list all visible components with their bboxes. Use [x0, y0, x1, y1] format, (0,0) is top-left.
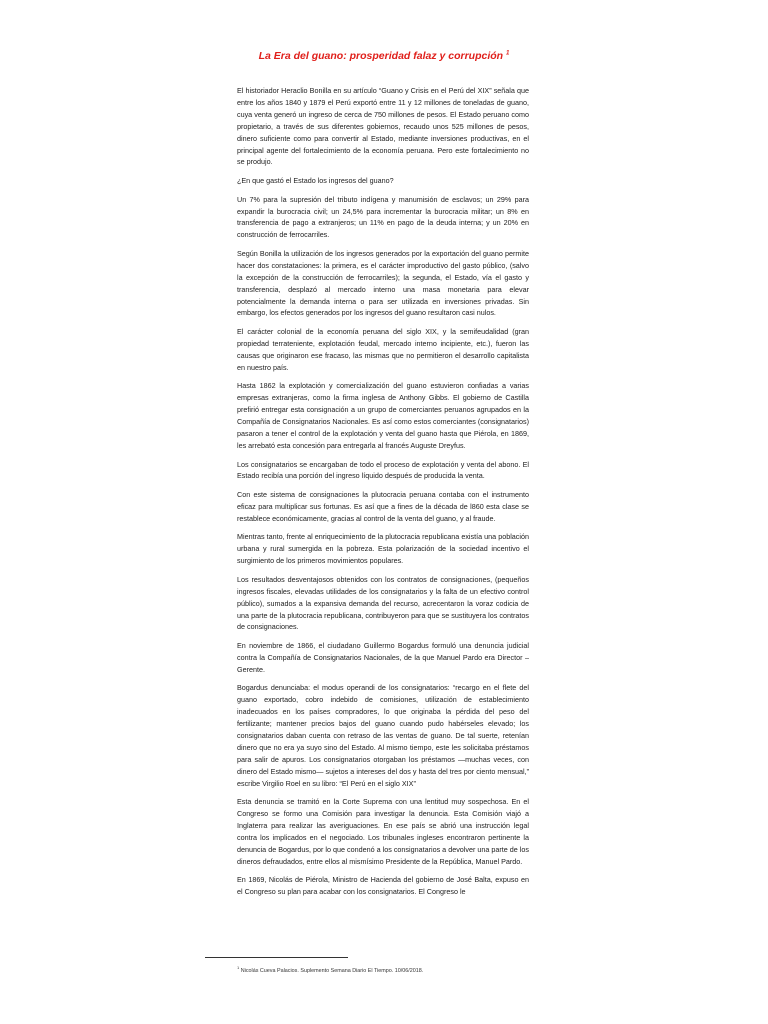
paragraph: Según Bonilla la utilización de los ingresos generados por la exportación del guano permite hacer dos constataciones: la primera, es el carácter improductivo del gasto público, (salvo la excepción de la construcción de ferrocarriles); la segunda, el Estado, vía el gasto y transferencia, desplazó al mercado interno una masa monetaria para elevar potencialmente la demanda interna o para ser utilizada en inversiones privadas. Sin embargo, los efectos generados por los ingresos del guano resultaron casi nulos. [237, 248, 529, 318]
footnote [237, 964, 537, 975]
paragraph: ¿En que gastó el Estado los ingresos del guano? [237, 176, 394, 186]
paragraph: Hasta 1862 la explotación y comercialización del guano estuvieron confiadas a varias empresas extranjeras, como la firma inglesa de Anthony Gibbs. El gobierno de Castilla prefirió entregar esta consignación a un grupo de comerciantes peruanos agrupados en la Compañía de Consignatarios Nacionales. Es así como estos comerciantes (consignatarios) pasaron a tener el control de la explotación y venta del guano hasta que Piérola, en 1869, les arrebató esta concesión para entregarla al francés Auguste Dreyfus. [237, 381, 529, 450]
footnote-text: Nicolás Cueva Palacios. Suplemento Semana Diario El Tiempo. 10/06/2018. [240, 967, 424, 974]
paragraph: Con este sistema de consignaciones la plutocracia peruana contaba con el instrumento eficaz para multiplicar sus fortunas. Es así que a fines de la década de l860 esta clase se restablece económicamente, gracias al control de la venta del guano, y al fraude. [237, 490, 529, 523]
paragraph: Bogardus denunciaba: el modus operandi de los consignatarios: “recargo en el flete del guano exportado, cobro indebido de comisiones, utilización de establecimiento inadecuados en los países compradores, lo que originaba la pérdida del peso del fertilizante; mantener precios bajos del guano cuando pudo habérseles elevado; los consignatarios daban cuenta con retraso de las ventas de guano. De tal suerte, retenían dinero que no era ya suyo sino del Estado. Al mismo tiempo, este les solicitaba préstamos para salir de apuros. Los consignatarios otorgaban los préstamos —muchas veces, con dinero del Estado mismo— sujetos a intereses del dos y hasta del tres por ciento mensual,” escribe Virgilio Roel en su libro: “El Perú en el siglo XIX” [237, 683, 529, 788]
paragraph: El carácter colonial de la economía peruana del siglo XIX, y la semifeudalidad (gran propiedad terrateniente, explotación feudal, mercado interno incipiente, etc.), fueron las causas que originaron ese fracaso, las mismas que no permitieron el desarrollo capitalista en nuestro país. [237, 327, 529, 372]
paragraph: En 1869, Nicolás de Piérola, Ministro de Hacienda del gobierno de José Balta, expuso en el Congreso su plan para acabar con los consignatarios. El Congreso le [237, 875, 529, 897]
footnote-divider [205, 957, 348, 958]
paragraph: En noviembre de 1866, el ciudadano Guillermo Bogardus formuló una denuncia judicial contra la Compañía de Consignatarios Nacionales, de la que Manuel Pardo era Director –Gerente. [237, 641, 529, 674]
paragraph: Un 7% para la supresión del tributo indígena y manumisión de esclavos; un 29% para expandir la burocracia civil; un 24,5% para incrementar la burocracia militar; un 8% en transferencia de pago a extranjeros; un 11% en pago de la deuda interna; y un 20% en construcción de ferrocarriles. [237, 194, 529, 240]
title-footnote-marker: 1 [506, 50, 510, 57]
document-body [237, 85, 529, 905]
title-text: La Era del guano: prosperidad falaz y corrupción [258, 50, 504, 62]
paragraph: Mientras tanto, frente al enriquecimiento de la plutocracia republicana existía una población urbana y rural sumergida en la pobreza. Esta polarización de la sociedad incentivo el surgimiento de los primeros movimientos populares. [237, 532, 529, 566]
paragraph: El historiador Heraclio Bonilla en su artículo “Guano y Crisis en el Perú del XIX” señala que entre los años 1840 y 1879 el Perú exportó entre 11 y 12 millones de toneladas de guano, cuya venta generó un ingreso de cerca de 750 millones de pesos. El Estado peruano como propietario, a través de sus diferentes gobiernos, recaudo unos 525 millones de pesos, dinero suficiente como para convertir al Estado, mediante inversiones productivas, en el principal agente del fortalecimiento de la economía peruana. Pero este fortalecimiento no se produjo. [237, 86, 529, 167]
document-title [0, 50, 768, 62]
paragraph: Esta denuncia se tramitó en la Corte Suprema con una lentitud muy sospechosa. En el Congreso se formo una Comisión para investigar la denuncia. Esta Comisión viajó a Inglaterra para realizar las averiguaciones. En ese país se abrió una instrucción legal contra los implicados en el negociado. Los tribunales ingleses encontraron pertinente la denuncia de Bogardus, por lo que condenó a los consignatarios a devolver una parte de los dineros defraudados, entre ellos al mismísimo Presidente de la República, Manuel Pardo. [237, 797, 529, 866]
paragraph: Los resultados desventajosos obtenidos con los contratos de consignaciones, (pequeños ingresos fiscales, elevadas utilidades de los consignatarios y la falta de un efectivo control público), sumados a la expansiva demanda del recurso, acrecentaron la voraz codicia de una parte de la plutocracia republicana, contribuyeron para que se sustituyera los contratos de consignaciones. [237, 574, 529, 632]
paragraph: Los consignatarios se encargaban de todo el proceso de explotación y venta del abono. El Estado recibía una porción del ingreso líquido después de producida la venta. [237, 459, 529, 481]
footnote-marker: 1 [237, 965, 240, 970]
